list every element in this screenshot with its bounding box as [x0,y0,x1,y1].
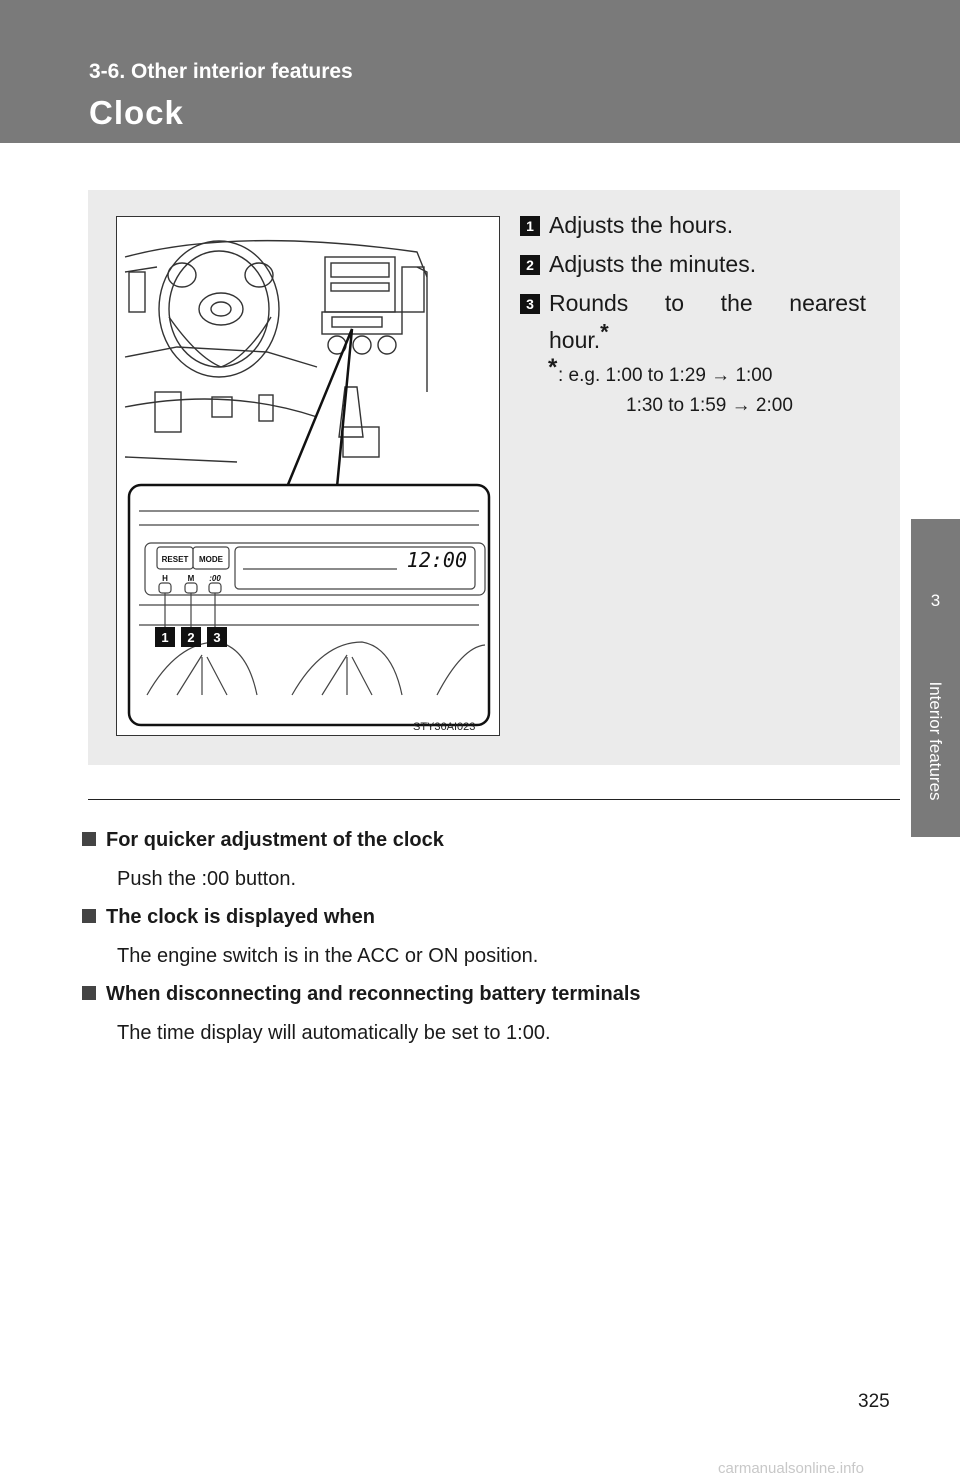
page-title: Clock [89,94,184,131]
dashboard-drawing [117,217,499,735]
callout-text-cont: hour. [549,327,601,353]
callout-badge: 2 [520,255,540,275]
callout-badge: 1 [520,216,540,236]
note-body: The engine switch is in the ACC or ON position. [117,945,539,967]
note-heading [82,903,906,931]
clock-display-time: 12:00 [406,548,467,572]
notes-list [106,826,906,1057]
badge-1: 1 [161,630,169,645]
reset-button-label: RESET [161,555,189,564]
callout-text: Rounds to the nearest [549,290,866,316]
watermark: carmanualsonline.info [718,1460,864,1477]
minute-button-label: M [187,574,195,583]
callout-item [520,246,866,283]
chapter-number: 3 [930,591,941,610]
note-heading-text: When disconnecting and reconnecting battery terminals [106,983,641,1005]
badge-3: 3 [213,630,221,645]
illustration-code: STY36AI023 [413,721,476,733]
callout-item [520,285,866,359]
note-heading [82,826,906,854]
callout-item [520,207,866,244]
dashboard-illustration [116,216,500,736]
callout-text: Adjusts the hours. [549,212,734,238]
footnote-line-1: : e.g. 1:00 to 1:29 → 1:00 [558,365,773,386]
page-header [0,0,960,143]
section-label: 3-6. Other interior features [89,60,353,83]
footnote-line-2: 1:30 to 1:59 → 2:00 [626,395,793,416]
hour-button-label: H [162,574,168,583]
callout-text: Adjusts the minutes. [549,251,757,277]
square-bullet-icon [82,986,96,1000]
chapter-label: Interior features [926,681,945,801]
square-bullet-icon [82,832,96,846]
square-bullet-icon [82,909,96,923]
note-body: Push the :00 button. [117,868,297,890]
note-heading [82,980,906,1008]
footnote-star: * [548,354,558,381]
note-body: The time display will automatically be set to 1:00. [117,1022,551,1044]
mode-button-label: MODE [199,555,223,564]
page-number: 325 [858,1391,890,1412]
round-button-label: :00 [209,574,221,583]
chapter-tab[interactable] [911,519,960,837]
note-heading-text: For quicker adjustment of the clock [106,829,444,851]
badge-2: 2 [187,630,195,645]
note-heading-text: The clock is displayed when [106,906,375,928]
footnote-marker: * [600,319,609,345]
callout-list [520,207,866,361]
callout-badge: 3 [520,294,540,314]
section-divider [88,799,900,800]
